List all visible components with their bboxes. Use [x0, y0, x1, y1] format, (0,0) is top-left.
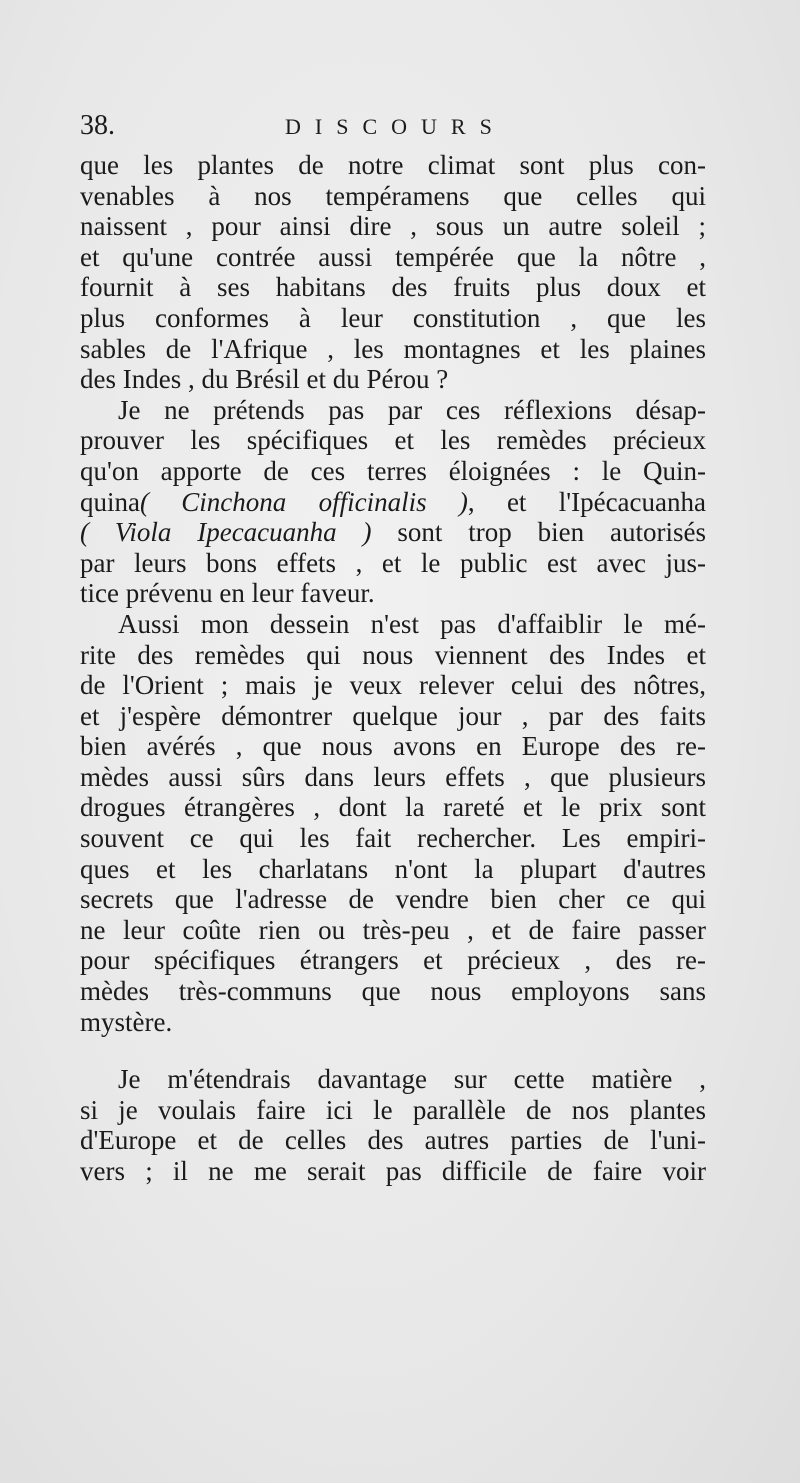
text-line: qu'on apporte de ces terres éloignées : le Quin- [80, 455, 706, 486]
text-run: sont trop bien autorisés [371, 517, 707, 548]
paragraph-3 [80, 609, 706, 1037]
text-line: d'Europe et de celles des autres parties de l'uni- [80, 1125, 706, 1156]
text-line: mystère. [80, 1006, 173, 1037]
text-line: tice prévenu en leur faveur. [80, 578, 375, 609]
text-line: secrets que l'adresse de vendre bien cher ce qui [80, 884, 706, 915]
text-line: venables à nos tempéramens que celles qui [80, 180, 706, 211]
page-header [80, 110, 720, 150]
text-run: quina [80, 486, 140, 517]
page-number: 38. [80, 110, 115, 141]
text-line: mèdes très-communs que nous employons sans [80, 976, 706, 1007]
body-text [80, 150, 706, 1187]
text-line: pour spécifiques étrangers et précieux , des re- [80, 945, 706, 976]
text-line: que les plantes de notre climat sont plus con- [80, 150, 706, 180]
paragraph-1 [80, 150, 706, 395]
text-line: bien avérés , que nous avons en Europe des re- [80, 731, 706, 762]
text-line: et j'espère démontrer quelque jour , par des faits [80, 700, 706, 731]
text-line: si je voulais faire ici le parallèle de nos plantes [80, 1094, 706, 1125]
text-line: drogues étrangères , dont la rareté et le prix sont [80, 792, 706, 823]
text-line: de l'Orient ; mais je veux relever celui des nôtres, [80, 670, 706, 701]
text-line: prouver les spécifiques et les remèdes précieux [80, 425, 706, 456]
scientific-name: ( Cinchona officinalis ) [140, 486, 468, 517]
text-line: ques et les charlatans n'ont la plupart d'autres [80, 853, 706, 884]
text-line: et qu'une contrée aussi tempérée que la nôtre , [80, 241, 706, 272]
text-run: , et l'Ipécacuanha [467, 486, 706, 517]
text-line: rite des remèdes qui nous viennent des Indes et [80, 639, 706, 670]
text-line: naissent , pour ainsi dire , sous un autre soleil ; [80, 211, 706, 242]
text-line: fournit à ses habitans des fruits plus doux et [80, 272, 706, 303]
text-line: par leurs bons effets , et le public est avec jus- [80, 547, 706, 578]
text-line: souvent ce qui les fait rechercher. Les empiri- [80, 823, 706, 854]
paragraph-2 [80, 395, 706, 609]
text-line: des Indes , du Brésil et du Pérou ? [80, 364, 449, 395]
running-head: DISCOURS [285, 114, 506, 139]
text-line: ne leur coûte rien ou très-peu , et de faire passer [80, 914, 706, 945]
text-line: Je ne prétends pas par ces réflexions désap- [118, 394, 706, 425]
text-line [80, 517, 706, 548]
paragraph-4 [80, 1064, 706, 1186]
text-line: plus conformes à leur constitution , que les [80, 302, 706, 333]
text-line: mèdes aussi sûrs dans leurs effets , que plusieurs [80, 761, 706, 792]
text-line: vers ; il ne me serait pas difficile de faire voir [80, 1156, 706, 1186]
scientific-name: ( Viola Ipecacuanha ) [80, 517, 372, 548]
text-line: Aussi mon dessein n'est pas d'affaiblir le mé- [118, 608, 706, 639]
text-line [80, 487, 706, 518]
text-line: sables de l'Afrique , les montagnes et les plaines [80, 333, 706, 364]
text-line: Je m'étendrais davantage sur cette matière , [118, 1064, 706, 1095]
